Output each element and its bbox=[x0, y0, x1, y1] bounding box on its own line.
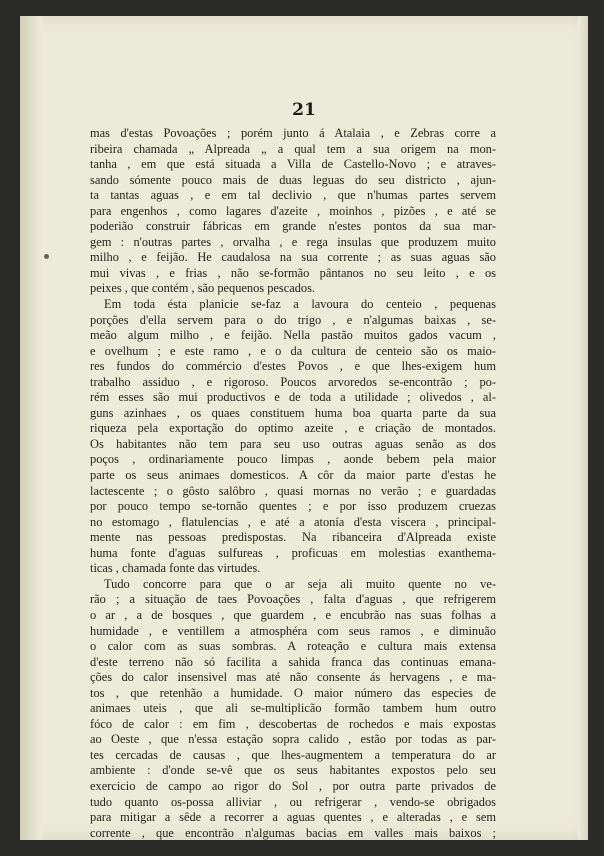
text-line: no estomago , flatulencias , e até a atonía d'esta viscera , principal- bbox=[90, 514, 496, 529]
text-line: ta tantas aguas , e em tal declivio , que n'humas partes servem bbox=[90, 188, 496, 203]
page-edge bbox=[578, 16, 588, 840]
text-line: corrente , que encontrão n'algumas bacias em valles mais baixos ; bbox=[90, 825, 496, 840]
paragraph-start-line: Em toda ésta planicie se-faz a lavoura do centeio , pequenas bbox=[104, 297, 496, 312]
text-line: por pouco tempo se-tornão quentes ; e por isso produzem cruezas bbox=[90, 499, 496, 514]
book-page bbox=[20, 16, 588, 840]
text-line: meão algum milho , e feijão. Nella pastão muitos gados vacum , bbox=[90, 328, 496, 343]
text-line: tanha , em que está situada a Villa de Castello-Novo ; e atraves- bbox=[90, 157, 496, 172]
text-line: mas d'estas Povoações ; porém junto á Atalaia , e Zebras corre a bbox=[90, 126, 496, 140]
text-line: gem : n'outras partes , orvalha , e rega insulas que produzem muito bbox=[90, 234, 496, 249]
text-line: rém esses são mui productivos e de toda a utilidade ; olivedos , al- bbox=[90, 390, 496, 405]
text-line: exercicio de campo ao rigor do Sol , por outra parte privados de bbox=[90, 778, 496, 793]
page-gutter bbox=[20, 16, 42, 840]
text-line: peixes , que contém , são pequenos pescados. bbox=[90, 281, 316, 296]
text-line: e ovelhum ; e este ramo , e o da cultura de centeio são os maio- bbox=[90, 343, 496, 358]
text-line: Os habitantes não tem para seu uso outras aguas senão as dos bbox=[90, 436, 496, 451]
binding-hole bbox=[44, 254, 49, 259]
text-line: riqueza pela exportação do optimo azeite , e criação de montados. bbox=[90, 421, 496, 436]
text-line: res fundos do commércio d'estes Povos , e que lhes-exigem hum bbox=[90, 359, 496, 374]
text-line: rão ; a situação de taes Povoações , falta d'aguas , que refrigerem bbox=[90, 592, 496, 607]
body-text bbox=[90, 126, 496, 841]
text-line: guns azinhaes , os quaes constituem huma boa quarta parte da sua bbox=[90, 405, 496, 420]
text-line: trabalho assiduo , e rigoroso. Poucos arvoredos se-encontrão ; po- bbox=[90, 374, 496, 389]
text-line: fóco de calor : em fim , descobertas de rochedos e mais expostas bbox=[90, 716, 496, 731]
text-line: para engenhos , como lagares d'azeite , moinhos , pizões , e até se bbox=[90, 203, 496, 218]
text-line: lactescente ; o gôsto salôbro , quasi mornas no verão ; e guardadas bbox=[90, 483, 496, 498]
text-line: tos , que retenhão a humidade. O maior número das especies de bbox=[90, 685, 496, 700]
text-line: para mitigar a sêde a recorrer a aguas quentes , e alteradas , e sem bbox=[90, 810, 496, 825]
text-line: ções do calor insensivel mas até não consente ás hervagens , e ma- bbox=[90, 670, 496, 685]
text-line: tudo quanto os-possa alliviar , ou refrigerar , vendo-se obrigados bbox=[90, 794, 496, 809]
text-line: sando sómente pouco mais de duas leguas do seu districto , ajun- bbox=[90, 172, 496, 187]
text-line: ticas , chamada fonte das virtudes. bbox=[90, 561, 261, 576]
text-line: poderião construir fábricas em grande n'estes pontos da sua mar- bbox=[90, 219, 496, 234]
text-line: ambiente : d'onde se-vê que os seus habitantes expostos pelo seu bbox=[90, 763, 496, 778]
text-line: ribeira chamada „ Alpreada „ a qual tem a sua origem na mon- bbox=[90, 141, 496, 156]
text-line: mente nas pessoas predispostas. Na ribanceira d'Alpreada existe bbox=[90, 530, 496, 545]
text-line: huma fonte d'aguas sulfureas , proficuas em molestias exanthema- bbox=[90, 545, 496, 560]
text-line: o calor com as suas sombras. A roteação e cultura mais extensa bbox=[90, 639, 496, 654]
text-line: tes cercadas de causas , que lhes-augmentem a temperatura do ar bbox=[90, 747, 496, 762]
text-line: d'este terreno não só facilita a sahida franca das continuas emana- bbox=[90, 654, 496, 669]
text-line: ao Oeste , que n'essa estação sopra calido , estão por todas as par- bbox=[90, 732, 496, 747]
paragraph-start-line: Tudo concorre para que o ar seja ali muito quente no ve- bbox=[104, 576, 496, 591]
text-line: o ar , a de bosques , que guardem , e encubrão nas suas folhas a bbox=[90, 607, 496, 622]
page-number: 21 bbox=[292, 100, 316, 120]
text-line: parte os seus animaes domesticos. A côr da maior parte d'estas he bbox=[90, 468, 496, 483]
text-line: porções d'ella servem para o do trigo , e n'algumas baixas , se- bbox=[90, 312, 496, 327]
text-line: humidade , e ventillem a atmosphéra com seus ramos , e diminuão bbox=[90, 623, 496, 638]
text-line: poços , ordinariamente pouco limpas , aonde bebem pela maior bbox=[90, 452, 496, 467]
text-line: mui vivas , e frias , não se-formão pântanos no seu leito , e os bbox=[90, 265, 496, 280]
text-line: milho , e feijão. He caudalosa na sua corrente ; as suas aguas são bbox=[90, 250, 496, 265]
text-line: animaes uteis , que ali se-multiplicão formão tambem hum outro bbox=[90, 701, 496, 716]
